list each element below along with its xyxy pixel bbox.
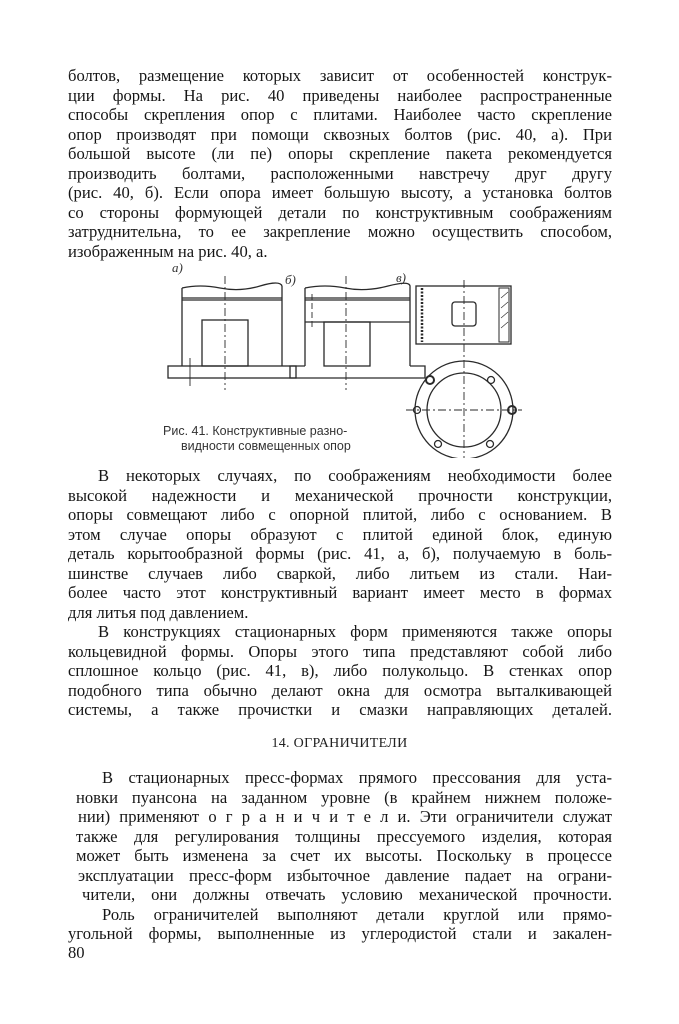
text-line: системы, а также прочистки и смазки направляющих деталей. [68, 700, 612, 719]
text-line: производить болтами, расположенными навстречу друг другу [68, 164, 612, 183]
text-line: со стороны формующей детали по конструктивным соображениям [68, 203, 612, 222]
text-line: для литья под давлением. [68, 603, 249, 622]
figure-label-a: а) [172, 260, 183, 275]
text-line: подобного типа обычно делают окна для осмотра выталкивающей [68, 681, 612, 700]
figure-label-b: б) [285, 272, 296, 287]
text-line: изображенным на рис. 40, а. [68, 242, 268, 261]
text-line: более часто этот конструктивный вариант имеет место в формах [68, 583, 612, 602]
text-line: может быть изменена за счет их высоты. Поскольку в процессе [76, 846, 612, 865]
text-line: затруднительна, то ее закрепление можно осуществить способом, [68, 222, 612, 241]
text-line: опоры совмещают либо с опорной плитой, либо с основанием. В [68, 505, 612, 524]
section-heading: 14. ОГРАНИЧИТЕЛИ [271, 736, 408, 751]
drawing-v [406, 280, 522, 458]
text-line: опор производят при помощи сквозных болтов (рис. 40, а). При [68, 125, 612, 144]
text-line: также для регулирования толщины прессуемого изделия, которая [76, 827, 612, 846]
caption-line: Рис. 41. Конструктивные разно- [163, 424, 348, 438]
page-number: 80 [68, 943, 85, 962]
text-line: угольной формы, выполненные из углеродистой стали и закален- [68, 924, 612, 943]
text-line: В конструкциях стационарных форм применяются также опоры [98, 622, 612, 641]
text-line: деталь корытообразной формы (рис. 41, а, б), получаемую в боль- [68, 544, 612, 563]
text-line: способы скрепления опор с плитами. Наиболее часто скрепление [68, 105, 612, 124]
text-line: высокой надежности и механической прочности конструкции, [68, 486, 612, 505]
text-line: (рис. 40, б). Если опора имеет большую высоту, а установка болтов [68, 183, 612, 202]
text-line: нии) применяют о г р а н и ч и т е л и. Эти ограничители служат [78, 807, 612, 826]
text-line: болтов, размещение которых зависит от особенностей конструк- [68, 66, 612, 85]
text-line: новки пуансона на заданном уровне (в крайнем нижнем положе- [76, 788, 612, 807]
text-line: эксплуатации пресс-форм избыточное давление падает на ограни- [78, 866, 612, 885]
figure-caption [163, 424, 403, 454]
text-line: большой высоте (ли пе) опоры скрепление пакета рекомендуется [68, 144, 612, 163]
text-line: В стационарных пресс-формах прямого прессования для уста- [102, 768, 612, 787]
text-line: В некоторых случаях, по соображениям необходимости более [98, 466, 612, 485]
drawing-b [290, 276, 425, 390]
text-line: сплошное кольцо (рис. 41, в), либо полукольцо. В стенках опор [68, 661, 612, 680]
text-line: чители, они должны отвечать условию механической прочности. [82, 885, 612, 904]
text-line: ции формы. На рис. 40 приведены наиболее распространенные [68, 86, 612, 105]
figure-label-v: в) [396, 270, 406, 285]
caption-line: видности совмещенных опор [181, 439, 351, 453]
text-line: Роль ограничителей выполняют детали круглой или прямо- [102, 905, 612, 924]
text-line: кольцевидной формы. Опоры этого типа представляют собой либо [68, 642, 612, 661]
text-line: шинстве случаев либо сваркой, либо литьем из стали. Наи- [68, 564, 612, 583]
text-line: этом случае опоры образуют с плитой единой блок, единую [68, 525, 612, 544]
drawing-a [168, 276, 296, 390]
